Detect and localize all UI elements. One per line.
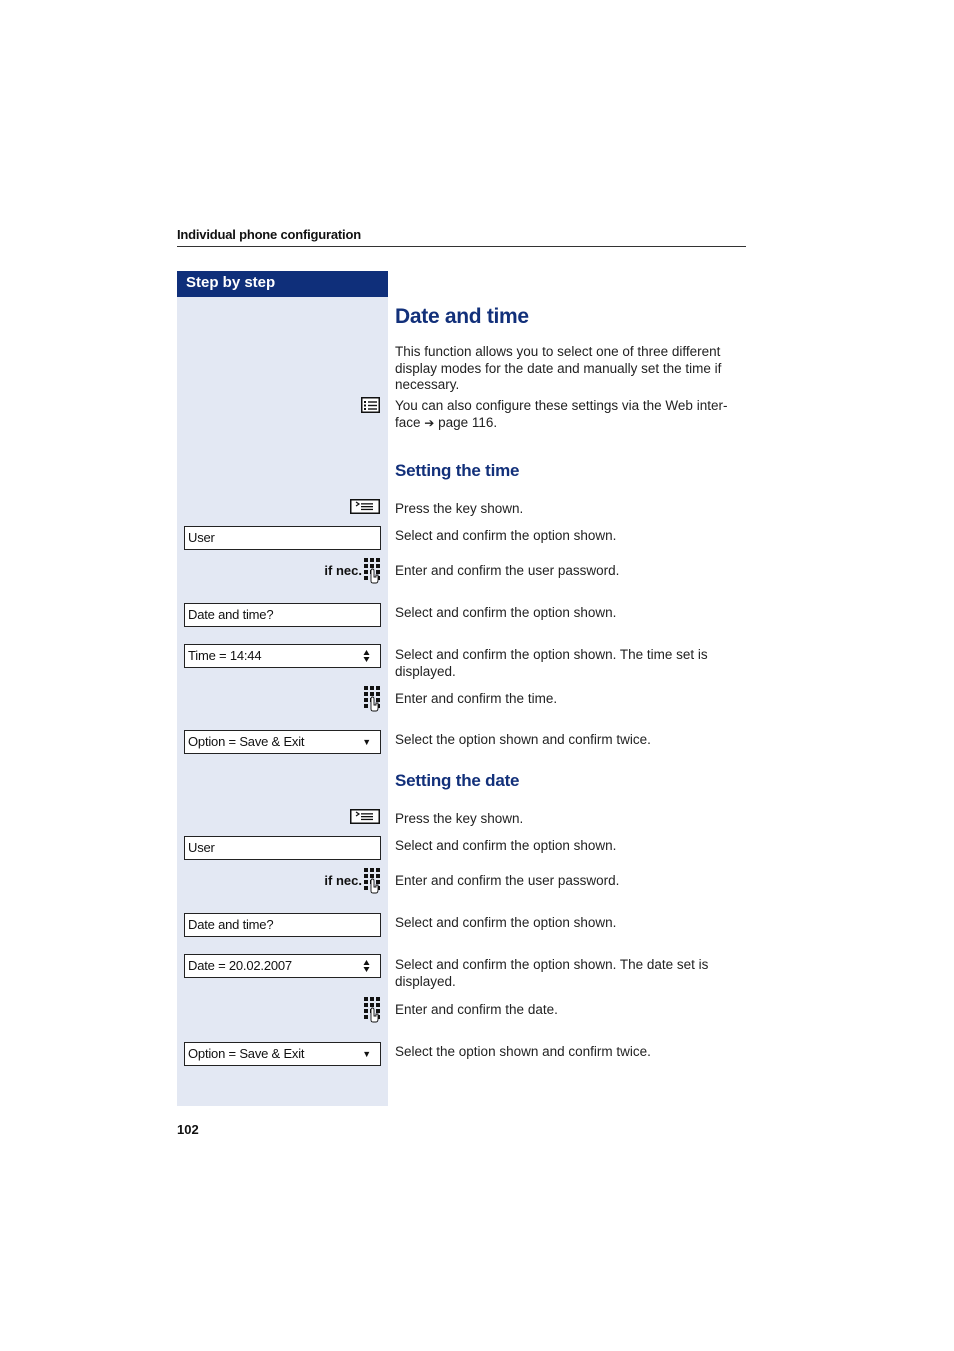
time-step-select-time: Select and confirm the option shown. The time set is displayed.	[395, 647, 708, 679]
display-option-label: Option = Save & Exit	[188, 1046, 305, 1061]
display-date-and-time-label: Date and time?	[188, 607, 274, 622]
date-step-select-user: Select and confirm the option shown.	[395, 838, 617, 853]
arrow-icon: ➔	[424, 415, 435, 430]
if-necessary-label: if nec.	[324, 563, 362, 578]
display-date-label: Date = 20.02.2007	[188, 958, 292, 973]
date-step-press-key: Press the key shown.	[395, 811, 524, 826]
menu-key-icon	[350, 809, 380, 824]
date-step-password: Enter and confirm the user password.	[395, 873, 620, 888]
menu-key-icon	[350, 499, 380, 514]
up-down-arrows-icon	[363, 649, 370, 663]
time-step-select-user: Select and confirm the option shown.	[395, 528, 617, 543]
display-user[interactable]	[184, 526, 381, 550]
down-arrow-icon: ▼	[362, 737, 371, 747]
up-down-arrows-icon	[363, 959, 370, 973]
display-option-save-exit[interactable]	[184, 1042, 381, 1066]
web-note-face: face	[395, 414, 421, 430]
date-step-select-datetime: Select and confirm the option shown.	[395, 915, 617, 930]
display-time-label: Time = 14:44	[188, 648, 262, 663]
step-by-step-header: Step by step	[177, 271, 388, 297]
keypad-icon	[363, 685, 381, 712]
time-step-select-datetime: Select and confirm the option shown.	[395, 605, 617, 620]
web-note-line1: You can also configure these settings via the Web inter-	[395, 398, 728, 413]
display-user[interactable]	[184, 836, 381, 860]
display-date-and-time[interactable]	[184, 913, 381, 937]
page-reference-link[interactable]: page 116.	[438, 414, 498, 430]
down-arrow-icon: ▼	[362, 1049, 371, 1059]
time-step-password: Enter and confirm the user password.	[395, 563, 620, 578]
date-step-enter-date: Enter and confirm the date.	[395, 1002, 558, 1017]
display-date-and-time[interactable]	[184, 603, 381, 627]
display-date-and-time-label: Date and time?	[188, 917, 274, 932]
display-user-label: User	[188, 840, 215, 855]
intro-text: This function allows you to select one of three different display modes for the date and manually set the time if necessary.	[395, 344, 722, 392]
web-note-line2	[395, 415, 750, 432]
page-number: 102	[177, 1122, 199, 1137]
display-time[interactable]	[184, 644, 381, 668]
display-option-label: Option = Save & Exit	[188, 734, 305, 749]
keypad-icon	[363, 557, 381, 584]
display-user-label: User	[188, 530, 215, 545]
section-header: Individual phone configuration	[177, 227, 361, 242]
date-step-confirm-twice: Select the option shown and confirm twice.	[395, 1044, 651, 1059]
step-column	[177, 297, 388, 1106]
time-step-press-key: Press the key shown.	[395, 501, 524, 516]
web-interface-note	[395, 398, 750, 431]
header-rule	[177, 246, 746, 247]
display-option-save-exit[interactable]	[184, 730, 381, 754]
time-step-confirm-twice: Select the option shown and confirm twice.	[395, 732, 651, 747]
heading-setting-time: Setting the time	[395, 461, 520, 480]
date-step-select-date: Select and confirm the option shown. The date set is displayed.	[395, 957, 709, 989]
keypad-icon	[363, 867, 381, 894]
web-interface-icon	[361, 397, 380, 413]
if-necessary-label: if nec.	[324, 873, 362, 888]
display-date[interactable]	[184, 954, 381, 978]
time-step-enter-time: Enter and confirm the time.	[395, 691, 558, 706]
heading-setting-date: Setting the date	[395, 771, 520, 790]
keypad-icon	[363, 996, 381, 1023]
page-title: Date and time	[395, 305, 529, 328]
